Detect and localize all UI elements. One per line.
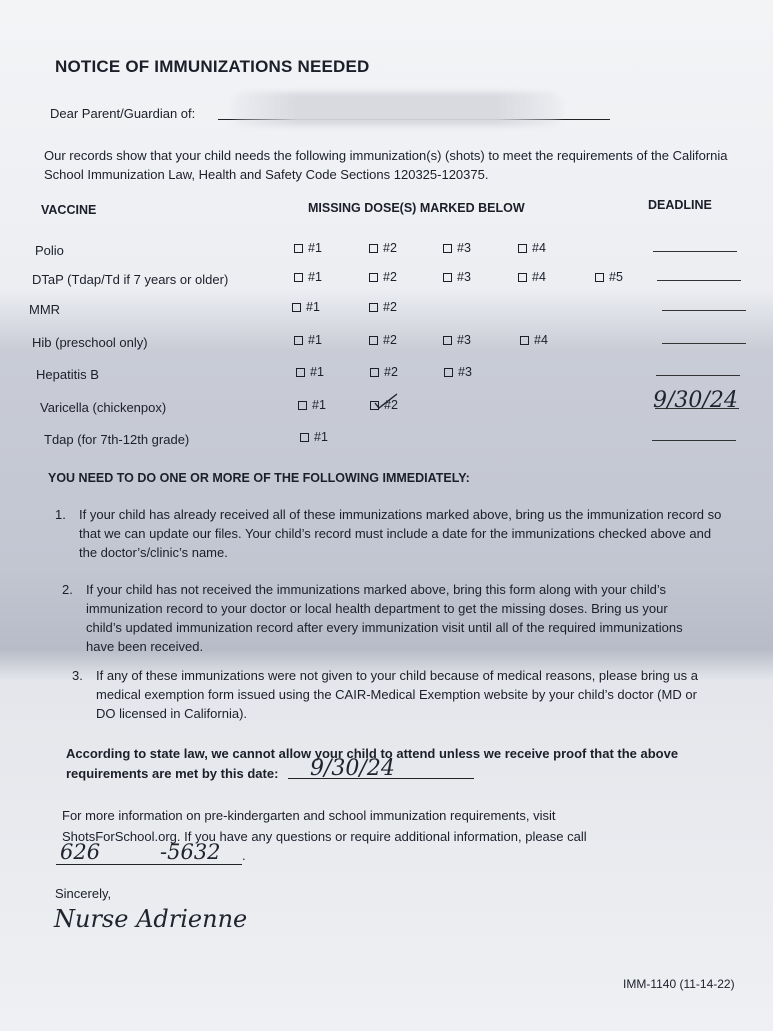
deadline-line [662, 310, 746, 311]
dose-label: #2 [383, 241, 397, 255]
checkmark-icon [373, 393, 399, 411]
dose-label: #2 [384, 365, 398, 379]
dose-label: #2 [384, 398, 398, 412]
vaccine-name: Varicella (chickenpox) [40, 400, 167, 415]
dose-checkbox[interactable] [369, 333, 397, 347]
checkbox-icon [369, 336, 378, 345]
checkbox-icon [294, 244, 303, 253]
dose-label: #4 [532, 241, 546, 255]
vaccine-name: Hepatitis B [36, 367, 99, 382]
dose-label: #3 [457, 270, 471, 284]
deadline-date-handwritten: 9/30/24 [310, 756, 395, 781]
dose-label: #1 [310, 365, 324, 379]
dose-checkbox[interactable] [369, 270, 397, 284]
redacted-name [232, 92, 562, 126]
checkbox-icon [443, 336, 452, 345]
dose-label: #1 [308, 333, 322, 347]
dose-checkbox[interactable] [294, 270, 322, 284]
closing-text: Sincerely, [55, 886, 112, 901]
deadline-line [656, 375, 740, 376]
checkbox-icon [370, 368, 379, 377]
dose-label: #1 [314, 430, 328, 444]
dose-checkbox[interactable] [292, 300, 320, 314]
action-text: If your child has not received the immunizations marked above, bring this form along with your child’s immunization record to your doctor or local health department to get the missing doses. Bring us your child’s updated immunization record after every immunization visit until all of the required immunizations have been received. [86, 582, 683, 654]
info-line: For more information on pre-kindergarten and school immunization requirements, visit [62, 808, 556, 823]
dose-label: #1 [306, 300, 320, 314]
dose-checkbox[interactable] [518, 270, 546, 284]
dose-label: #3 [458, 365, 472, 379]
deadline-line [657, 280, 741, 281]
dose-label: #1 [308, 270, 322, 284]
checkbox-icon [595, 273, 604, 282]
dose-checkbox[interactable] [443, 270, 471, 284]
dose-label: #1 [308, 241, 322, 255]
checkbox-icon [296, 368, 305, 377]
checkbox-icon [444, 368, 453, 377]
dose-label: #4 [534, 333, 548, 347]
deadline-handwritten: 9/30/24 [653, 388, 738, 413]
dose-label: #4 [532, 270, 546, 284]
checkbox-icon [300, 433, 309, 442]
header-vaccine: VACCINE [41, 203, 97, 217]
checkbox-icon [443, 244, 452, 253]
dose-checkbox[interactable] [443, 241, 471, 255]
dose-label: #1 [312, 398, 326, 412]
checkbox-icon [369, 273, 378, 282]
vaccine-name: Polio [35, 243, 64, 258]
info-paragraph [62, 805, 587, 847]
checkbox-icon [443, 273, 452, 282]
dose-checkbox[interactable] [369, 300, 397, 314]
dose-checkbox[interactable] [444, 365, 472, 379]
checkbox-icon [518, 273, 527, 282]
checkbox-icon [294, 273, 303, 282]
checkbox-icon [369, 244, 378, 253]
action-heading: YOU NEED TO DO ONE OR MORE OF THE FOLLOWING IMMEDIATELY: [48, 471, 470, 485]
checkbox-icon [520, 336, 529, 345]
dose-checkbox[interactable] [298, 398, 326, 412]
vaccine-name: Hib (preschool only) [32, 335, 148, 350]
checkbox-icon [294, 336, 303, 345]
dose-checkbox[interactable] [443, 333, 471, 347]
deadline-line [652, 440, 736, 441]
checkbox-icon [298, 401, 307, 410]
phone-period: . [242, 848, 246, 863]
phone-area-code: 626 [60, 840, 101, 864]
dose-checkbox[interactable] [518, 241, 546, 255]
dose-label: #3 [457, 241, 471, 255]
form-number: IMM-1140 (11-14-22) [623, 977, 735, 991]
action-text: If any of these immunizations were not given to your child because of medical reasons, please bring us a medical exemption form issued using the CAIR-Medical Exemption website by your child’s doctor (MD or DO licensed in California). [96, 668, 698, 721]
action-item [55, 505, 729, 562]
phone-number: -5632 [160, 840, 221, 864]
vaccine-name: Tdap (for 7th-12th grade) [44, 432, 190, 447]
checkbox-icon [369, 303, 378, 312]
action-item [72, 666, 716, 723]
dose-label: #5 [609, 270, 623, 284]
action-number: 2. [62, 582, 73, 597]
dose-checkbox[interactable] [296, 365, 324, 379]
dose-label: #3 [457, 333, 471, 347]
dose-checkbox[interactable] [370, 365, 398, 379]
checkbox-icon [292, 303, 301, 312]
dose-checkbox[interactable] [294, 241, 322, 255]
legal-notice-line: According to state law, we cannot allow your child to attend unless we receive proof that the above [66, 746, 679, 761]
dose-label: #2 [383, 270, 397, 284]
header-deadline: DEADLINE [648, 198, 712, 212]
intro-paragraph: Our records show that your child needs the following immunization(s) (shots) to meet the requirements of the California School Immunization Law, Health and Safety Code Sections 120325-120375. [44, 148, 728, 182]
dose-label: #2 [383, 333, 397, 347]
form-title: NOTICE OF IMMUNIZATIONS NEEDED [55, 57, 370, 76]
greeting-label: Dear Parent/Guardian of: [50, 106, 196, 121]
header-missing-doses: MISSING DOSE(S) MARKED BELOW [308, 201, 525, 215]
legal-notice-line: requirements are met by this date: [66, 766, 279, 781]
deadline-line [662, 343, 746, 344]
action-text: If your child has already received all of these immunizations marked above, bring us the immunization record so that we can update our files. Your child’s record must include a date for the immunizations checked above and the doctor’s/clinic’s name. [79, 507, 722, 560]
vaccine-name: DTaP (Tdap/Td if 7 years or older) [32, 272, 229, 287]
dose-label: #2 [383, 300, 397, 314]
deadline-line [653, 251, 737, 252]
dose-checkbox[interactable] [369, 241, 397, 255]
checkbox-icon [518, 244, 527, 253]
dose-checkbox[interactable] [595, 270, 623, 284]
phone-line [56, 864, 242, 865]
dose-checkbox[interactable] [300, 430, 328, 444]
action-number: 1. [55, 507, 66, 522]
dose-checkbox[interactable] [520, 333, 548, 347]
info-line: ShotsForSchool.org. If you have any questions or require additional information, please call [62, 829, 587, 844]
action-item [62, 580, 706, 656]
dose-checkbox[interactable] [294, 333, 322, 347]
vaccine-name: MMR [29, 302, 61, 317]
action-number: 3. [72, 668, 83, 683]
signature: Nurse Adrienne [54, 905, 248, 933]
